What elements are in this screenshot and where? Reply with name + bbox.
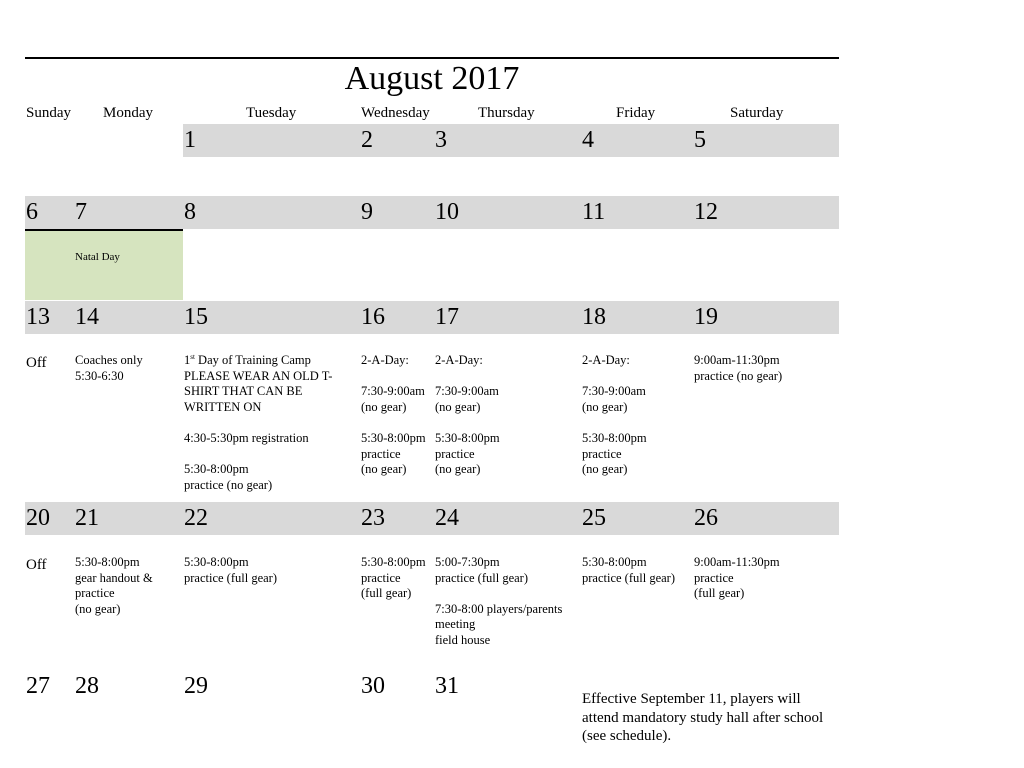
holiday-label: Natal Day bbox=[75, 251, 120, 263]
day-number: 22 bbox=[184, 505, 208, 531]
day-number: 9 bbox=[361, 199, 373, 225]
day-number: 12 bbox=[694, 199, 718, 225]
training-camp-text: Day of Training Camp PLEASE WEAR AN OLD T- SHIRT THAT CAN BE WRITTEN ON 4:30-5:30pm registration 5:30-8:00pm practice (no gear) bbox=[184, 353, 333, 492]
day-number: 8 bbox=[184, 199, 196, 225]
holiday-rule bbox=[25, 229, 183, 231]
event-text: 5:30-8:00pm practice (full gear) bbox=[184, 555, 277, 585]
dayname-friday: Friday bbox=[616, 105, 656, 121]
dayname-thursday: Thursday bbox=[478, 105, 535, 121]
event-text: Coaches only 5:30-6:30 bbox=[75, 353, 143, 383]
day-number: 17 bbox=[435, 304, 459, 330]
ordinal-number: 1 bbox=[184, 353, 191, 367]
dayname-saturday: Saturday bbox=[730, 105, 784, 121]
day-number: 29 bbox=[184, 673, 208, 699]
event-text: 2-A-Day: 7:30-9:00am (no gear) 5:30-8:00pm practice (no gear) bbox=[361, 353, 426, 477]
day-number: 14 bbox=[75, 304, 99, 330]
day-number: 10 bbox=[435, 199, 459, 225]
day-number: 11 bbox=[582, 199, 606, 225]
day-number: 31 bbox=[435, 673, 459, 699]
day-number: 28 bbox=[75, 673, 99, 699]
day-number: 4 bbox=[582, 127, 594, 153]
event-text: 5:30-8:00pm gear handout & practice (no gear) bbox=[75, 555, 153, 616]
day-number: 3 bbox=[435, 127, 447, 153]
dayname-tuesday: Tuesday bbox=[246, 105, 297, 121]
day-number: 24 bbox=[435, 505, 459, 531]
event-text: 9:00am-11:30pm practice (no gear) bbox=[694, 353, 783, 383]
study-hall-note: Effective September 11, players will attend mandatory study hall after school (see schedule). bbox=[582, 691, 824, 744]
day-number: 16 bbox=[361, 304, 385, 330]
dayname-monday: Monday bbox=[103, 105, 153, 121]
event-text: 5:00-7:30pm practice (full gear) 7:30-8:00 players/parents meeting field house bbox=[435, 555, 563, 647]
day-number: 20 bbox=[26, 505, 50, 531]
day-number: 23 bbox=[361, 505, 385, 531]
event-text: 9:00am-11:30pm practice (full gear) bbox=[694, 555, 780, 601]
day-number: 25 bbox=[582, 505, 606, 531]
ordinal-suffix: st bbox=[190, 352, 195, 361]
day-number: 2 bbox=[361, 127, 373, 153]
calendar-title: August 2017 bbox=[344, 60, 520, 97]
day-number: 27 bbox=[26, 673, 50, 699]
day-number: 18 bbox=[582, 304, 606, 330]
holiday-highlight bbox=[25, 230, 183, 300]
dayname-sunday: Sunday bbox=[26, 105, 71, 121]
week-1-band bbox=[183, 124, 839, 157]
day-number: 26 bbox=[694, 505, 718, 531]
event-text: 5:30-8:00pm practice (full gear) bbox=[582, 555, 675, 585]
dayname-wednesday: Wednesday bbox=[361, 105, 430, 121]
day-number: 30 bbox=[361, 673, 385, 699]
day-number: 5 bbox=[694, 127, 706, 153]
day-number: 15 bbox=[184, 304, 208, 330]
event-text: Off bbox=[26, 355, 47, 371]
day-number: 7 bbox=[75, 199, 87, 225]
event-text: 5:30-8:00pm practice (full gear) bbox=[361, 555, 426, 601]
day-number: 21 bbox=[75, 505, 99, 531]
event-text-training-camp bbox=[184, 353, 358, 493]
event-text: 2-A-Day: 7:30-9:00am (no gear) 5:30-8:00pm practice (no gear) bbox=[582, 353, 647, 477]
day-number: 19 bbox=[694, 304, 718, 330]
day-number: 1 bbox=[184, 127, 196, 153]
event-text: Off bbox=[26, 557, 47, 573]
day-number: 6 bbox=[26, 199, 38, 225]
day-number: 13 bbox=[26, 304, 50, 330]
event-text: 2-A-Day: 7:30-9:00am (no gear) 5:30-8:00pm practice (no gear) bbox=[435, 353, 500, 477]
